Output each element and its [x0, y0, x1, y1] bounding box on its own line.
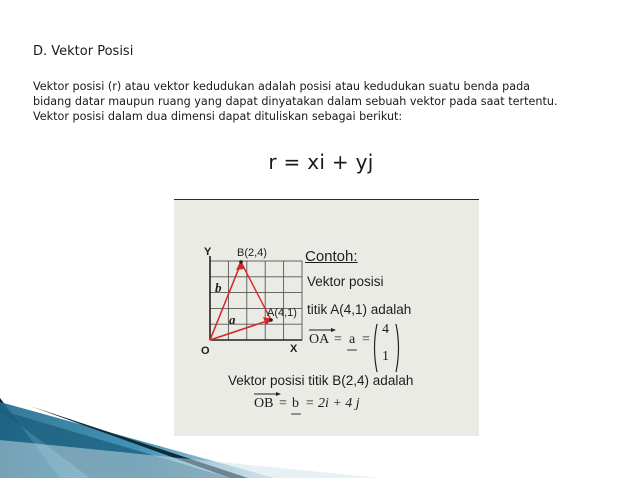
oa-vector: a: [349, 332, 356, 347]
x-axis-label: X: [290, 343, 298, 355]
example-line-3: Vektor posisi titik B(2,4) adalah: [228, 373, 414, 388]
origin-label: O: [201, 345, 210, 357]
paragraph-line: Vektor posisi dalam dua dimensi dapat dituliskan sebagai berikut:: [33, 110, 403, 123]
example-title: Contoh:: [305, 248, 358, 265]
vector-a-label: a: [229, 312, 236, 327]
example-line-1: Vektor posisi: [307, 274, 384, 289]
coordinate-grid: [210, 261, 302, 340]
matrix-bottom: 1: [382, 349, 389, 364]
vector-b-arrow: [210, 263, 241, 340]
example-line-2: titik A(4,1) adalah: [307, 302, 412, 317]
paragraph-line: bidang datar maupun ruang yang dapat dinyatakan dalam sebuah vektor pada saat tertentu.: [33, 95, 558, 108]
vector-b-label: b: [215, 280, 222, 295]
y-axis-label: Y: [204, 246, 212, 258]
slide-paragraph: [33, 79, 623, 124]
point-a-label: A(4,1): [267, 307, 297, 319]
paragraph-line: Vektor posisi (r) atau vektor kedudukan adalah posisi atau kedudukan suatu benda pada: [33, 80, 531, 93]
oa-label: OA: [309, 332, 330, 347]
ob-label: OB: [254, 396, 274, 411]
slide-heading: D. Vektor Posisi: [33, 44, 134, 59]
point-b-dot: [239, 260, 243, 264]
ob-result: = 2i + 4 j: [305, 396, 360, 411]
point-b-label: B(2,4): [237, 247, 267, 259]
vector-a-arrow: [210, 320, 270, 340]
oa-equals-2: =: [362, 332, 370, 347]
matrix-top: 4: [382, 322, 389, 337]
ob-equals: =: [279, 396, 287, 411]
decorative-ribbon: [0, 380, 638, 478]
oa-equals: =: [334, 332, 342, 347]
ob-vector: b: [292, 396, 299, 411]
position-vector-formula: r = xi + yj: [268, 150, 374, 174]
